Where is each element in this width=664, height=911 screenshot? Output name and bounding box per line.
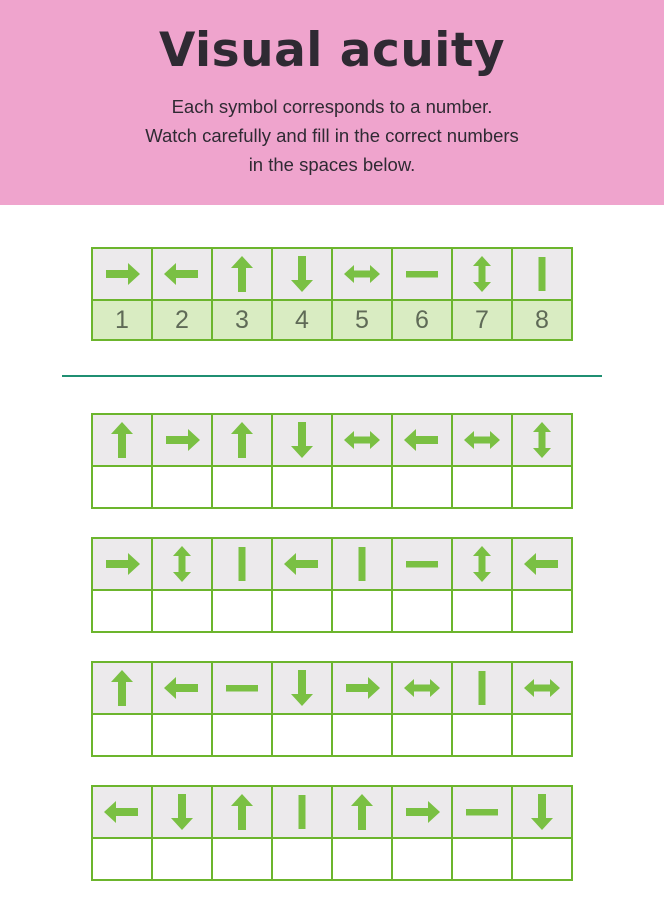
- arrow-left-icon: [162, 254, 202, 294]
- arrow-right-icon: [102, 544, 142, 584]
- arrow-down-icon: [282, 668, 322, 708]
- answer-cell[interactable]: [272, 838, 332, 880]
- legend-number-cell: [152, 300, 212, 340]
- exercise-answer-row: [92, 590, 572, 632]
- symbol-cell: [212, 248, 272, 300]
- instruction-line-1: Each symbol corresponds to a number.: [171, 96, 493, 118]
- answer-cell[interactable]: [392, 466, 452, 508]
- arrow-left-icon: [162, 668, 202, 708]
- answer-cell[interactable]: [152, 590, 212, 632]
- answer-cell[interactable]: [212, 466, 272, 508]
- answer-cell[interactable]: [512, 838, 572, 880]
- symbol-cell: [452, 662, 512, 714]
- exercise-row-group: [91, 785, 573, 881]
- answer-cell[interactable]: [392, 590, 452, 632]
- symbol-cell: [92, 786, 152, 838]
- answer-cell[interactable]: [272, 466, 332, 508]
- exercise-symbol-row: [92, 414, 572, 466]
- legend-section: [0, 247, 664, 341]
- legend-number-value: 4: [295, 305, 309, 334]
- legend-number-value: 5: [355, 305, 369, 334]
- answer-cell[interactable]: [332, 714, 392, 756]
- legend-number-value: 7: [475, 305, 489, 334]
- exercise-answer-row: [92, 466, 572, 508]
- symbol-cell: [512, 662, 572, 714]
- symbol-cell: [272, 248, 332, 300]
- answer-cell[interactable]: [512, 590, 572, 632]
- exercise-answer-row: [92, 838, 572, 880]
- symbol-cell: [212, 662, 272, 714]
- bar-vertical-icon: [342, 544, 382, 584]
- arrow-down-icon: [162, 792, 202, 832]
- arrow-left-right-icon: [462, 420, 502, 460]
- arrow-right-icon: [162, 420, 202, 460]
- exercise-section: [0, 413, 664, 881]
- arrow-up-icon: [222, 420, 262, 460]
- symbol-cell: [92, 662, 152, 714]
- legend-number-cell: [392, 300, 452, 340]
- symbol-cell: [332, 662, 392, 714]
- arrow-left-right-icon: [402, 668, 442, 708]
- arrow-up-icon: [222, 254, 262, 294]
- symbol-cell: [272, 414, 332, 466]
- dash-icon: [402, 254, 442, 294]
- symbol-cell: [212, 538, 272, 590]
- symbol-cell: [92, 248, 152, 300]
- arrow-up-icon: [342, 792, 382, 832]
- exercise-row-group: [91, 537, 573, 633]
- arrow-left-right-icon: [342, 254, 382, 294]
- symbol-cell: [272, 786, 332, 838]
- worksheet-header: [0, 0, 664, 205]
- arrow-right-icon: [102, 254, 142, 294]
- legend-number-cell: [272, 300, 332, 340]
- symbol-cell: [452, 538, 512, 590]
- bar-vertical-icon: [522, 254, 562, 294]
- answer-cell[interactable]: [332, 590, 392, 632]
- symbol-cell: [152, 538, 212, 590]
- symbol-cell: [452, 248, 512, 300]
- symbol-cell: [92, 414, 152, 466]
- arrow-left-right-icon: [522, 668, 562, 708]
- symbol-cell: [152, 786, 212, 838]
- symbol-cell: [272, 662, 332, 714]
- symbol-cell: [512, 538, 572, 590]
- answer-cell[interactable]: [152, 466, 212, 508]
- answer-cell[interactable]: [92, 590, 152, 632]
- symbol-cell: [512, 248, 572, 300]
- arrow-up-down-icon: [462, 254, 502, 294]
- symbol-cell: [392, 662, 452, 714]
- symbol-cell: [332, 786, 392, 838]
- legend-number-value: 2: [175, 305, 189, 334]
- page-title: Visual acuity: [158, 23, 506, 78]
- symbol-cell: [392, 248, 452, 300]
- arrow-right-icon: [402, 792, 442, 832]
- symbol-cell: [512, 414, 572, 466]
- bar-vertical-icon: [282, 792, 322, 832]
- answer-cell[interactable]: [452, 590, 512, 632]
- answer-cell[interactable]: [392, 714, 452, 756]
- answer-cell[interactable]: [152, 714, 212, 756]
- symbol-cell: [212, 414, 272, 466]
- legend-number-cell: [332, 300, 392, 340]
- symbol-cell: [392, 786, 452, 838]
- arrow-up-down-icon: [462, 544, 502, 584]
- symbol-cell: [152, 414, 212, 466]
- answer-cell[interactable]: [212, 590, 272, 632]
- dash-icon: [462, 792, 502, 832]
- answer-cell[interactable]: [332, 466, 392, 508]
- legend-number-cell: [92, 300, 152, 340]
- symbol-cell: [452, 414, 512, 466]
- legend-table: [91, 247, 573, 341]
- exercise-answer-row: [92, 714, 572, 756]
- dash-icon: [222, 668, 262, 708]
- arrow-down-icon: [282, 254, 322, 294]
- bar-vertical-icon: [462, 668, 502, 708]
- answer-cell[interactable]: [212, 714, 272, 756]
- symbol-cell: [212, 786, 272, 838]
- arrow-down-icon: [522, 792, 562, 832]
- legend-number-cell: [452, 300, 512, 340]
- legend-number-cell: [212, 300, 272, 340]
- answer-cell[interactable]: [452, 714, 512, 756]
- legend-number-row: [92, 300, 572, 340]
- legend-number-value: 1: [115, 305, 129, 334]
- answer-cell[interactable]: [332, 838, 392, 880]
- legend-number-value: 8: [535, 305, 549, 334]
- symbol-cell: [332, 414, 392, 466]
- answer-cell[interactable]: [512, 466, 572, 508]
- exercise-row-group: [91, 661, 573, 757]
- symbol-cell: [332, 538, 392, 590]
- exercise-row-group: [91, 413, 573, 509]
- bar-vertical-icon: [222, 544, 262, 584]
- symbol-cell: [452, 786, 512, 838]
- arrow-up-down-icon: [162, 544, 202, 584]
- symbol-cell: [152, 662, 212, 714]
- arrow-left-icon: [282, 544, 322, 584]
- section-divider: [62, 375, 602, 377]
- answer-cell[interactable]: [272, 714, 332, 756]
- arrow-up-icon: [102, 668, 142, 708]
- exercise-symbol-row: [92, 786, 572, 838]
- legend-number-value: 6: [415, 305, 429, 334]
- arrow-left-icon: [102, 792, 142, 832]
- footer-space: [0, 881, 664, 911]
- instructions: [0, 93, 664, 179]
- answer-cell[interactable]: [512, 714, 572, 756]
- symbol-cell: [392, 538, 452, 590]
- dash-icon: [402, 544, 442, 584]
- arrow-up-icon: [102, 420, 142, 460]
- answer-cell[interactable]: [392, 838, 452, 880]
- exercise-symbol-row: [92, 538, 572, 590]
- legend-number-value: 3: [235, 305, 249, 334]
- exercise-symbol-row: [92, 662, 572, 714]
- arrow-left-right-icon: [342, 420, 382, 460]
- answer-cell[interactable]: [92, 714, 152, 756]
- answer-cell[interactable]: [452, 838, 512, 880]
- arrow-up-down-icon: [522, 420, 562, 460]
- symbol-cell: [272, 538, 332, 590]
- symbol-cell: [332, 248, 392, 300]
- answer-cell[interactable]: [212, 838, 272, 880]
- arrow-up-icon: [222, 792, 262, 832]
- symbol-cell: [512, 786, 572, 838]
- arrow-right-icon: [342, 668, 382, 708]
- arrow-left-icon: [402, 420, 442, 460]
- answer-cell[interactable]: [92, 466, 152, 508]
- arrow-left-icon: [522, 544, 562, 584]
- answer-cell[interactable]: [152, 838, 212, 880]
- answer-cell[interactable]: [92, 838, 152, 880]
- symbol-cell: [152, 248, 212, 300]
- answer-cell[interactable]: [452, 466, 512, 508]
- symbol-cell: [92, 538, 152, 590]
- arrow-down-icon: [282, 420, 322, 460]
- instruction-line-3: in the spaces below.: [248, 153, 416, 175]
- instruction-line-2: Watch carefully and fill in the correct numbers: [145, 125, 519, 147]
- legend-number-cell: [512, 300, 572, 340]
- answer-cell[interactable]: [272, 590, 332, 632]
- legend-symbol-row: [92, 248, 572, 300]
- symbol-cell: [392, 414, 452, 466]
